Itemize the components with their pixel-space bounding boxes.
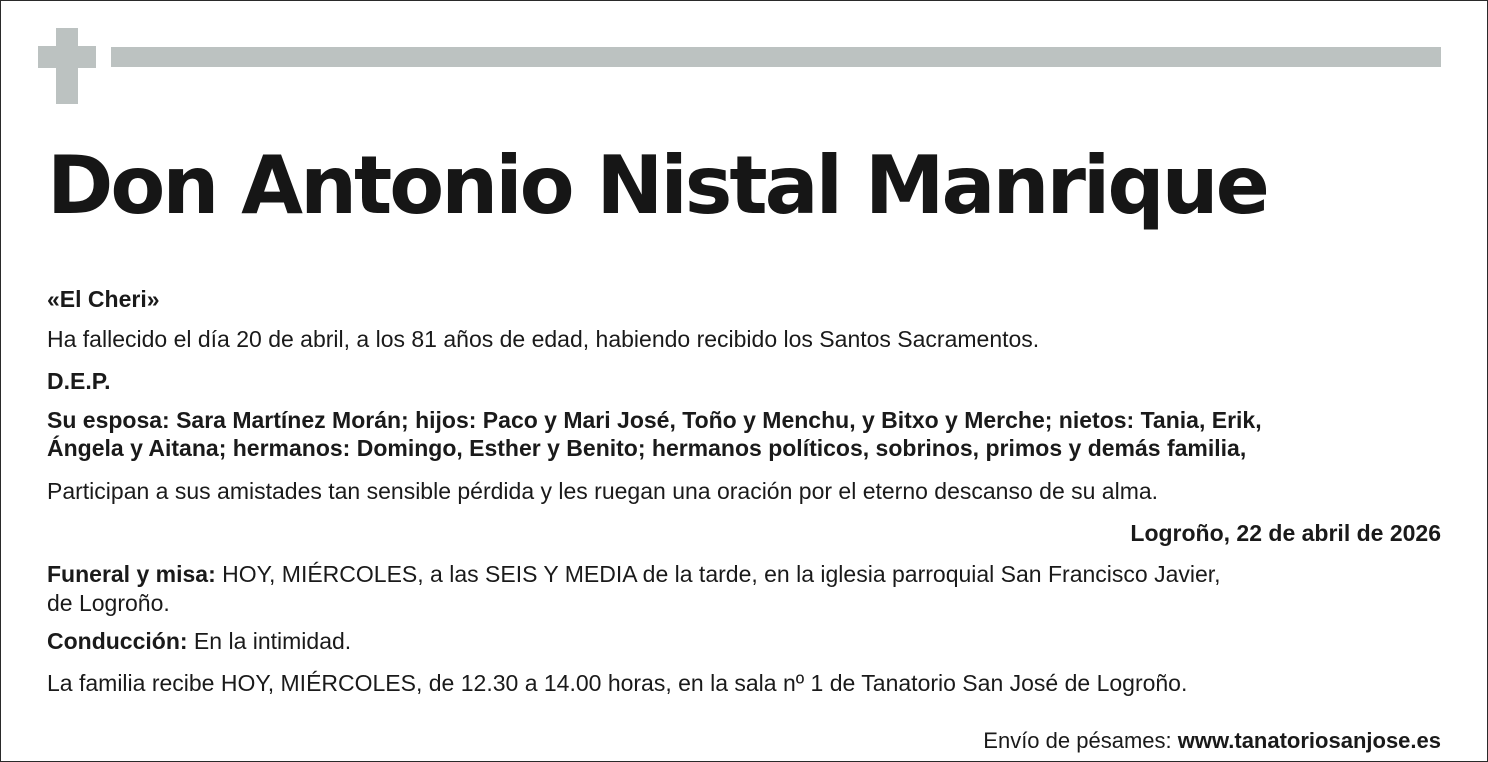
wake-line: La familia recibe HOY, MIÉRCOLES, de 12.30 a 14.00 horas, en la sala nº 1 de Tanatorio San José de Logroño. [47,670,1188,696]
deceased-name: Don Antonio Nistal Manrique [47,139,1267,232]
place-date: Logroño, 22 de abril de 2026 [1130,520,1441,546]
conduccion-text: En la intimidad. [187,628,352,654]
header-bar [111,47,1441,67]
nickname: «El Cheri» [47,286,160,312]
funeral-line-cont: de Logroño. [47,590,170,616]
website-link[interactable]: www.tanatoriosanjose.es [1177,728,1441,753]
funeral-label: Funeral y misa: [47,561,216,587]
death-announcement: Ha fallecido el día 20 de abril, a los 81 años de edad, habiendo recibido los Santos Sacramentos. [47,326,1040,352]
funeral-text: HOY, MIÉRCOLES, a las SEIS Y MEDIA de la tarde, en la iglesia parroquial San Francisco Javier, [215,561,1221,587]
condolences-label: Envío de pésames: [983,728,1178,753]
dep-label: D.E.P. [47,368,111,394]
family-line-1: Su esposa: Sara Martínez Morán; hijos: Paco y Mari José, Toño y Menchu, y Bitxo y Merche; nietos: Tania, Erik, [47,407,1262,433]
condolences-line [983,727,1441,754]
cross-icon-arm [38,46,96,68]
family-line-2: Ángela y Aitana; hermanos: Domingo, Esther y Benito; hermanos políticos, sobrinos, primos y demás familia, [47,435,1247,461]
participation-text: Participan a sus amistades tan sensible pérdida y les ruegan una oración por el eterno descanso de su alma. [47,478,1159,504]
conduccion-label: Conducción: [47,628,188,654]
conduccion-line [47,628,351,655]
funeral-line [47,561,1221,588]
